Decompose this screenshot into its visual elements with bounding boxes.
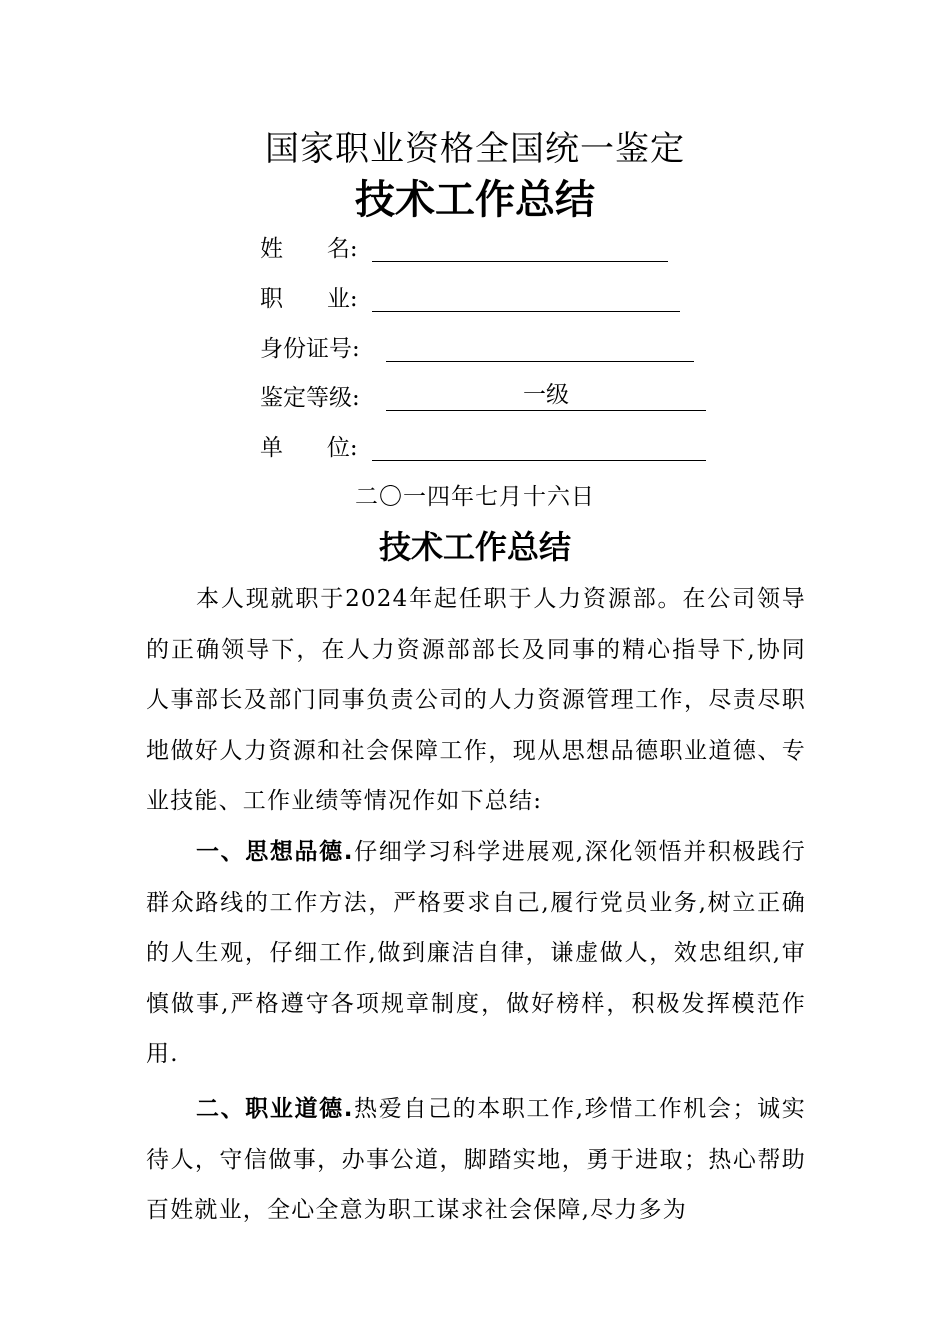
document-header: 国家职业资格全国统一鉴定 bbox=[265, 129, 685, 169]
document-date: 二〇一四年七月十六日 bbox=[355, 484, 595, 510]
field-label-id-number: 身份证号: bbox=[260, 336, 360, 362]
field-label-level: 鉴定等级: bbox=[260, 385, 360, 411]
paragraph-ideology-heading: 一、思想品德. bbox=[196, 838, 354, 865]
paragraph-ethics-text: 热爱自己的本职工作,珍惜工作机会；诚实待人，守信做事，办事公道，脚踏实地，勇于进取；热心帮助百姓就业，全心全意为职工谋求社会保障,尽力多为 bbox=[146, 1095, 806, 1224]
field-value-id-number bbox=[386, 331, 694, 362]
paragraph-ethics bbox=[146, 1084, 806, 1236]
field-label-name: 姓 名: bbox=[260, 236, 358, 262]
paragraph-ethics-heading: 二、职业道德. bbox=[196, 1095, 354, 1122]
paragraph-intro bbox=[146, 574, 806, 827]
paragraph-ideology bbox=[146, 827, 806, 1080]
section-title: 技术工作总结 bbox=[378, 528, 571, 566]
document-title: 技术工作总结 bbox=[355, 177, 595, 223]
body-text bbox=[146, 574, 806, 1236]
field-label-occupation: 职 业: bbox=[260, 286, 358, 312]
field-value-name bbox=[372, 231, 668, 262]
field-label-employer: 单 位: bbox=[260, 435, 358, 461]
paragraph-ideology-text: 仔细学习科学进展观,深化领悟并积极践行群众路线的工作方法，严格要求自己,履行党员业务,树立正确的人生观，仔细工作,做到廉洁自律，谦虚做人，效忠组织,审慎做事,严格遵守各项规章制度，做好榜样，积极发挥模范作用. bbox=[146, 838, 806, 1068]
field-value-employer bbox=[372, 430, 706, 461]
paragraph-intro-text: 本人现就职于2024年起任职于人力资源部。在公司领导的正确领导下，在人力资源部部长及同事的精心指导下,协同人事部长及部门同事负责公司的人力资源管理工作，尽责尽职地做好人力资源和社会保障工作，现从思想品德职业道德、专业技能、工作业绩等情况作如下总结: bbox=[146, 586, 806, 815]
field-value-level: 一级 bbox=[386, 380, 706, 411]
field-value-occupation bbox=[372, 281, 680, 312]
